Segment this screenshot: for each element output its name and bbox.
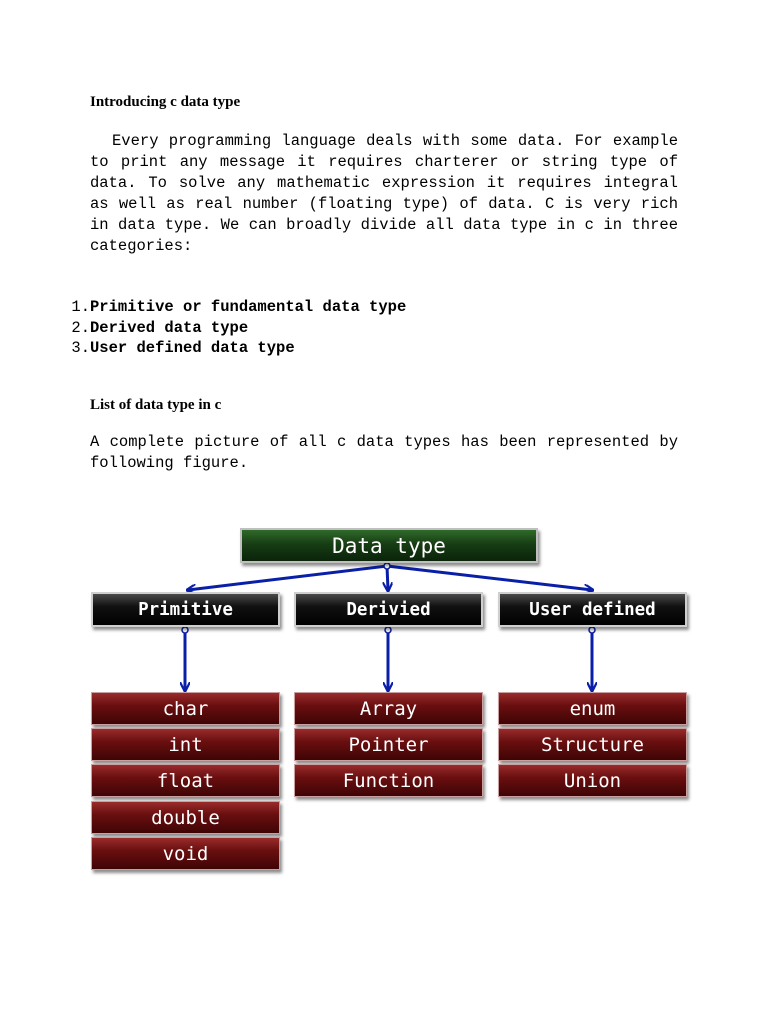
item-float: float [91,764,280,797]
connector-root-primitive [188,566,387,590]
list-text: Derived data type [90,318,249,337]
connector-node-derived [385,627,391,633]
item-enum: enum [498,692,687,725]
item-pointer: Pointer [294,728,483,761]
list-text: Primitive or fundamental data type [90,298,407,316]
list-item [62,318,406,339]
category-box-user-defined: User defined [498,592,687,627]
item-structure: Structure [498,728,687,761]
list-number: 1. [71,298,90,316]
section2-heading: List of data type in c [90,397,222,413]
section2-paragraph: A complete picture of all c data types has been represented by following figure. [90,433,678,472]
list-item [62,338,406,359]
list-number: 3. [71,339,90,357]
item-union: Union [498,764,687,797]
connector-node-primitive [182,627,188,633]
item-void: void [91,837,280,870]
category-box-primitive: Primitive [91,592,280,627]
section1-heading: Introducing c data type [90,94,241,110]
connector-node-root [384,563,390,569]
item-int: int [91,728,280,761]
item-double: double [91,801,280,834]
list-text: User defined data type [90,339,295,357]
data-type-diagram [88,522,694,882]
category-box-derived: Derivied [294,592,483,627]
item-function: Function [294,764,483,797]
item-array: Array [294,692,483,725]
section1-paragraph [90,131,678,257]
list-number: 2. [71,318,90,337]
connector-root-user-defined [387,566,592,590]
section1-paragraph-text: Every programming language deals with some data. For example to print any message it requires charterer or string type of data. To solve any mathematic expression it requires integral as well as real number (floating type) of data. C is very rich in data type. We can broadly divide all data type in c in three categories: [90,132,678,255]
list-item [62,297,406,318]
category-list [62,297,406,359]
connector-node-user-defined [589,627,595,633]
root-box: Data type [240,528,538,563]
item-char: char [91,692,280,725]
